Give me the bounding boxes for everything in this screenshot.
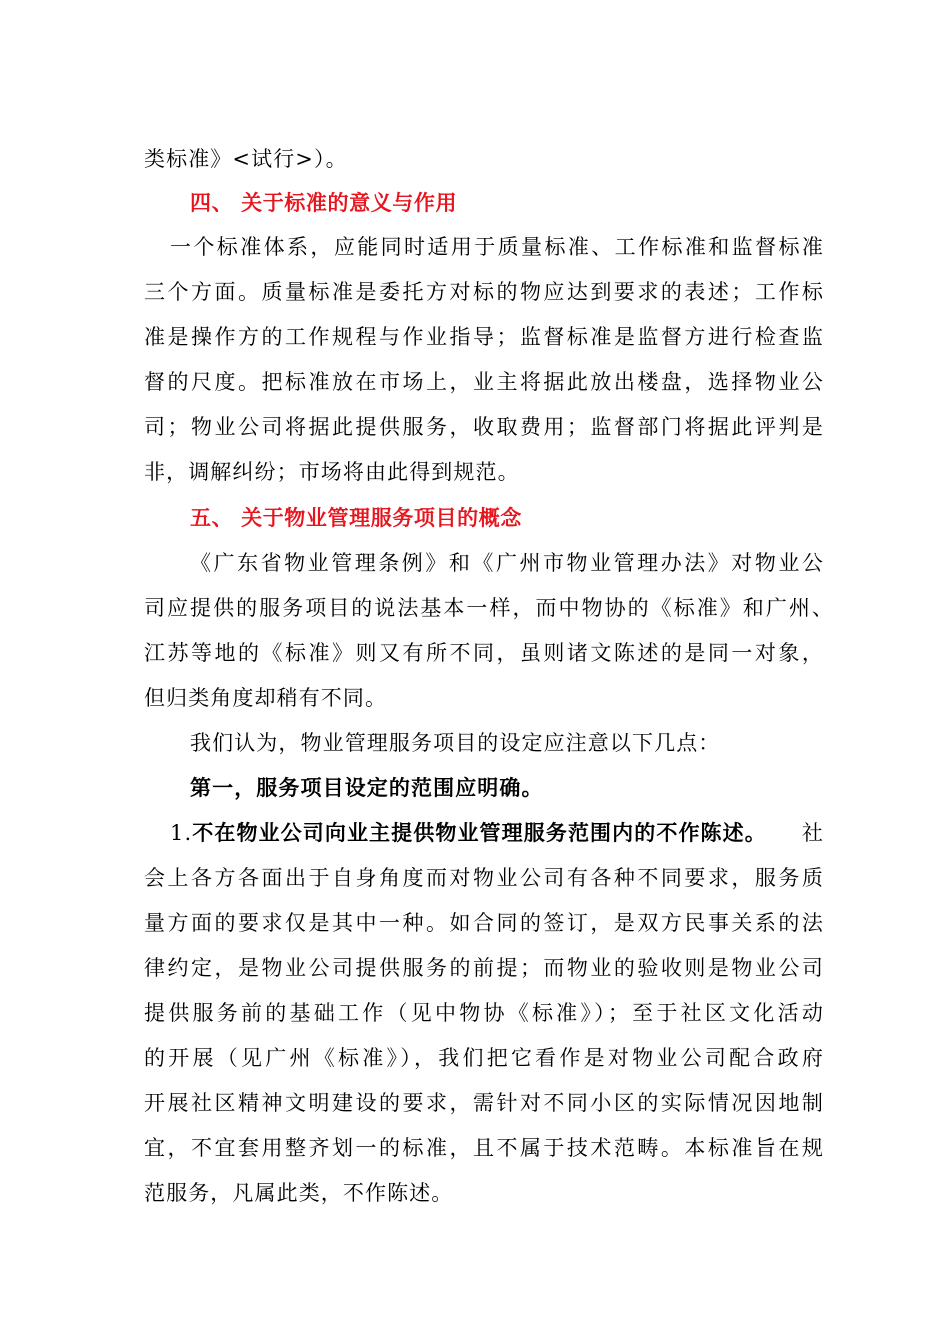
list-item-1 <box>170 818 824 848</box>
list-item-number: 1. <box>170 821 193 845</box>
point-heading: 第一，服务项目设定的范围应明确。 <box>190 775 544 800</box>
list-item-tail: 社 <box>801 821 824 845</box>
body-line: 的开展（见广州《标准》），我们把它看作是对物业公司配合政府 <box>144 1046 824 1070</box>
body-line: 江苏等地的《标准》则又有所不同，虽则诸文陈述的是同一对象， <box>144 641 824 665</box>
section-heading-5: 五、 关于物业管理服务项目的概念 <box>190 505 522 530</box>
list-item-bold-text: 不在物业公司向业主提供物业管理服务范围内的不作陈述。 <box>192 820 767 845</box>
body-line: 非，调解纠纷；市场将由此得到规范。 <box>144 460 520 484</box>
body-line: 《广东省物业管理条例》和《广州市物业管理办法》对物业公 <box>190 551 824 575</box>
body-line: 司；物业公司将据此提供服务，收取费用；监督部门将据此评判是 <box>144 415 824 439</box>
section-heading-4: 四、 关于标准的意义与作用 <box>190 190 458 215</box>
body-line: 我们认为，物业管理服务项目的设定应注意以下几点： <box>190 731 721 755</box>
body-line: 律约定，是物业公司提供服务的前提；而物业的验收则是物业公司 <box>144 956 824 980</box>
body-line: 范服务，凡属此类，不作陈述。 <box>144 1181 454 1205</box>
body-line: 宜，不宜套用整齐划一的标准，且不属于技术范畴。本标准旨在规 <box>144 1136 824 1160</box>
body-line: 但归类角度却稍有不同。 <box>144 686 388 710</box>
body-line: 司应提供的服务项目的说法基本一样，而中物协的《标准》和广州、 <box>144 596 834 620</box>
body-line: 量方面的要求仅是其中一种。如合同的签订，是双方民事关系的法 <box>144 911 824 935</box>
body-line: 开展社区精神文明建设的要求，需针对不同小区的实际情况因地制 <box>144 1091 824 1115</box>
body-line: 类标准》<试行>）。 <box>144 147 348 171</box>
body-line: 三个方面。质量标准是委托方对标的物应达到要求的表述；工作标 <box>144 280 824 304</box>
body-line: 督的尺度。把标准放在市场上，业主将据此放出楼盘，选择物业公 <box>144 370 824 394</box>
body-line: 提供服务前的基础工作（见中物协《标准》）；至于社区文化活动 <box>144 1001 824 1025</box>
body-line: 会上各方各面出于自身角度而对物业公司有各种不同要求，服务质 <box>144 866 824 890</box>
body-line: 一个标准体系，应能同时适用于质量标准、工作标准和监督标准 <box>170 235 824 259</box>
body-line: 准是操作方的工作规程与作业指导；监督标准是监督方进行检查监 <box>144 325 824 349</box>
